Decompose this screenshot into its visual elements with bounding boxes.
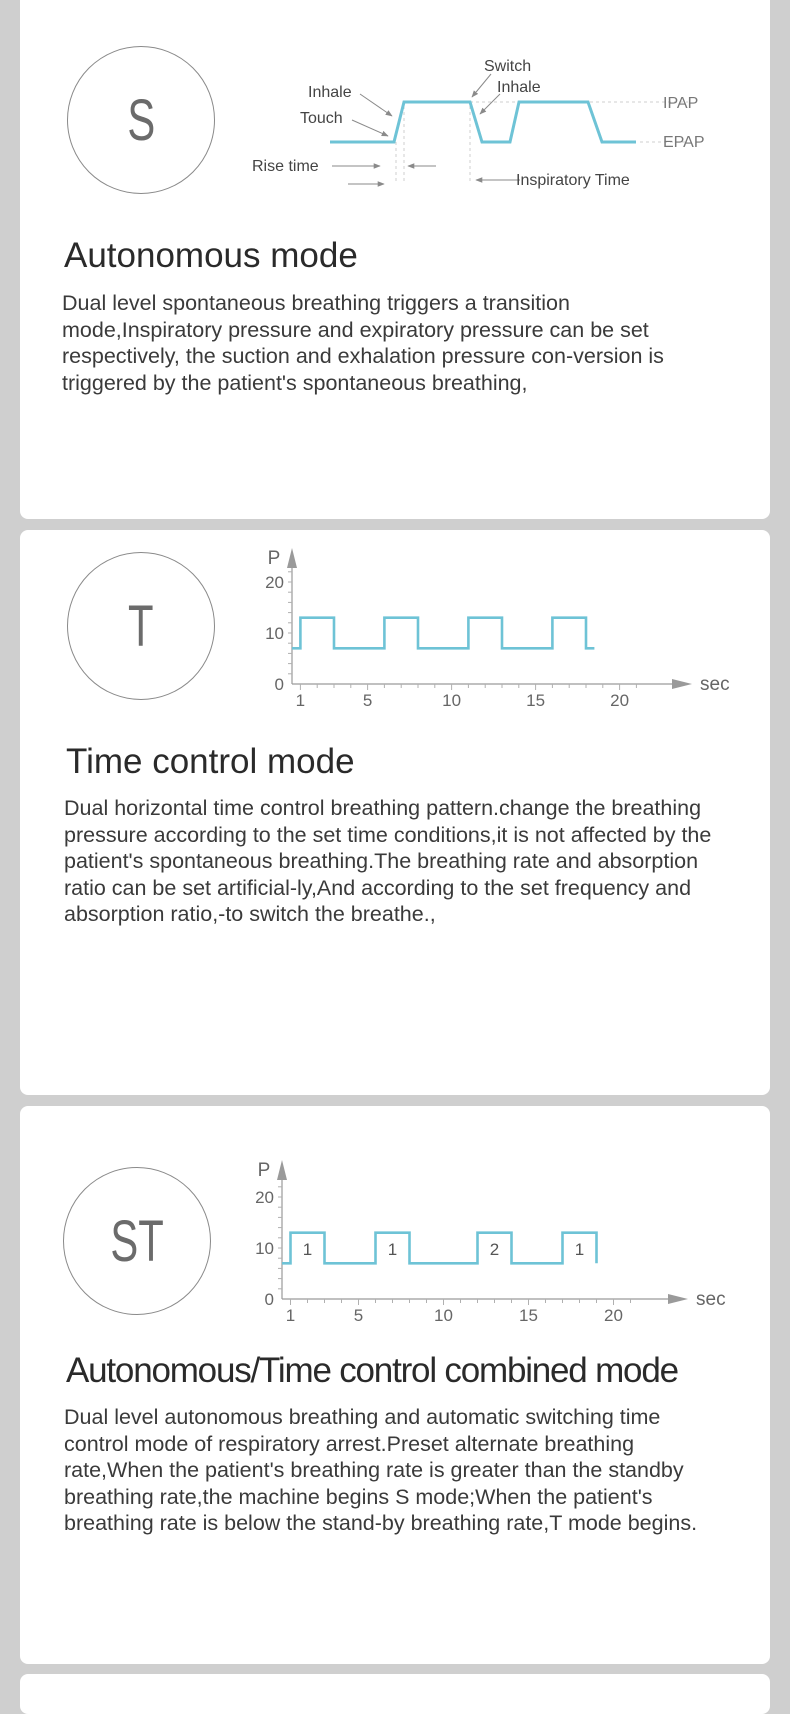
touch-label: Touch <box>300 110 343 127</box>
mode-s-description: Dual level spontaneous breathing triggers a transition mode,Inspiratory pressure and expiratory pressure can be set respectively, the suction and exhalation pressure con-version is triggered by the patient's spontaneous breathing, <box>62 291 664 395</box>
switch-label: Switch <box>484 58 532 75</box>
combined-mode-pressure-chart-x-tick-label: 5 <box>353 1306 364 1325</box>
combined-mode-pressure-chart-x-tick-label: 10 <box>434 1306 453 1325</box>
combined-mode-pressure-chart-x-tick-label: 1 <box>285 1306 296 1325</box>
combined-mode-pressure-chart-y-axis-arrow-icon <box>277 1160 287 1180</box>
inhale-arrow <box>360 94 392 116</box>
combined-mode-pressure-chart-waveform <box>282 1233 597 1264</box>
mode-card-st <box>20 1106 770 1664</box>
epap-label: EPAP <box>663 134 705 151</box>
time-control-pressure-chart-y-axis-arrow-icon <box>287 548 297 568</box>
time-control-pressure-chart-x-axis-label: sec <box>700 674 730 695</box>
combined-mode-pressure-chart-pulse-label: 2 <box>489 1240 500 1259</box>
mode-card-s <box>20 0 770 519</box>
next-card-partial <box>20 1674 770 1714</box>
combined-mode-pressure-chart-y-tick-label: 20 <box>255 1188 274 1207</box>
time-control-pressure-chart <box>20 530 770 730</box>
rise-time-label: Rise time <box>252 158 319 175</box>
combined-mode-pressure-chart-x-tick-label: 15 <box>519 1306 538 1325</box>
mode-st-description: Dual level autonomous breathing and automatic switching time control mode of respiratory arrest.Preset alternate breathing rate,When the patient's breathing rate is greater than the standby breathing rate,the machine begins S mode;When the patient's breathing rate is below the stand-by breathing rate,T mode begins. <box>64 1405 698 1535</box>
mode-card-t <box>20 530 770 1095</box>
time-control-pressure-chart-waveform <box>292 618 594 649</box>
time-control-pressure-chart-x-tick-label: 10 <box>442 691 462 710</box>
time-control-pressure-chart-y-tick-label: 20 <box>265 573 284 592</box>
inspiratory-time-label: Inspiratory Time <box>516 172 630 189</box>
time-control-pressure-chart-x-tick-label: 15 <box>526 691 546 710</box>
inhale-label: Inhale <box>308 84 352 101</box>
combined-mode-pressure-chart-x-axis-label: sec <box>696 1289 726 1310</box>
autonomous-mode-waveform-diagram <box>20 0 770 208</box>
combined-mode-pressure-chart-y-tick-label: 10 <box>255 1239 274 1258</box>
time-control-pressure-chart-x-tick-label: 20 <box>610 691 630 710</box>
inhale2-label: Inhale <box>497 79 541 96</box>
mode-s-title: Autonomous mode <box>64 236 358 275</box>
combined-mode-pressure-chart-pulse-label: 1 <box>574 1240 585 1259</box>
combined-mode-pressure-chart-x-tick-label: 20 <box>604 1306 623 1325</box>
mode-s-letter: S <box>127 87 155 153</box>
time-control-pressure-chart-x-tick-label: 1 <box>295 691 306 710</box>
combined-mode-pressure-chart <box>20 1106 770 1325</box>
combined-mode-pressure-chart-x-axis-arrow-icon <box>668 1294 688 1304</box>
combined-mode-pressure-chart-pulse-label: 1 <box>302 1240 313 1259</box>
touch-arrow <box>352 120 388 136</box>
mode-t-description: Dual horizontal time control breathing pattern.change the breathing pressure according to the set time conditions,it is not affected by the patient's spontaneous breathing.The breathing rate and absorption ratio can be set artificial-ly,And according to the set frequency and absorption ratio,-to switch the breathe., <box>64 796 712 926</box>
time-control-pressure-chart-y-tick-label: 10 <box>265 624 284 643</box>
time-control-pressure-chart-x-tick-label: 5 <box>362 691 373 710</box>
combined-mode-pressure-chart-y-tick-label: 0 <box>264 1290 274 1309</box>
pressure-waveform <box>330 102 636 142</box>
combined-mode-pressure-chart-y-axis-label: P <box>257 1160 271 1181</box>
mode-st-title: Autonomous/Time control combined mode <box>66 1351 678 1390</box>
time-control-pressure-chart-y-tick-label: 0 <box>274 675 284 694</box>
ipap-label: IPAP <box>663 95 699 112</box>
combined-mode-pressure-chart-pulse-label: 1 <box>387 1240 398 1259</box>
time-control-pressure-chart-y-axis-label: P <box>267 548 281 569</box>
mode-t-letter: T <box>128 593 154 659</box>
mode-st-letter: ST <box>110 1208 164 1274</box>
inhale2-arrow <box>480 94 500 114</box>
switch-arrow <box>472 74 491 97</box>
time-control-pressure-chart-x-axis-arrow-icon <box>672 679 692 689</box>
mode-t-title: Time control mode <box>66 742 355 781</box>
